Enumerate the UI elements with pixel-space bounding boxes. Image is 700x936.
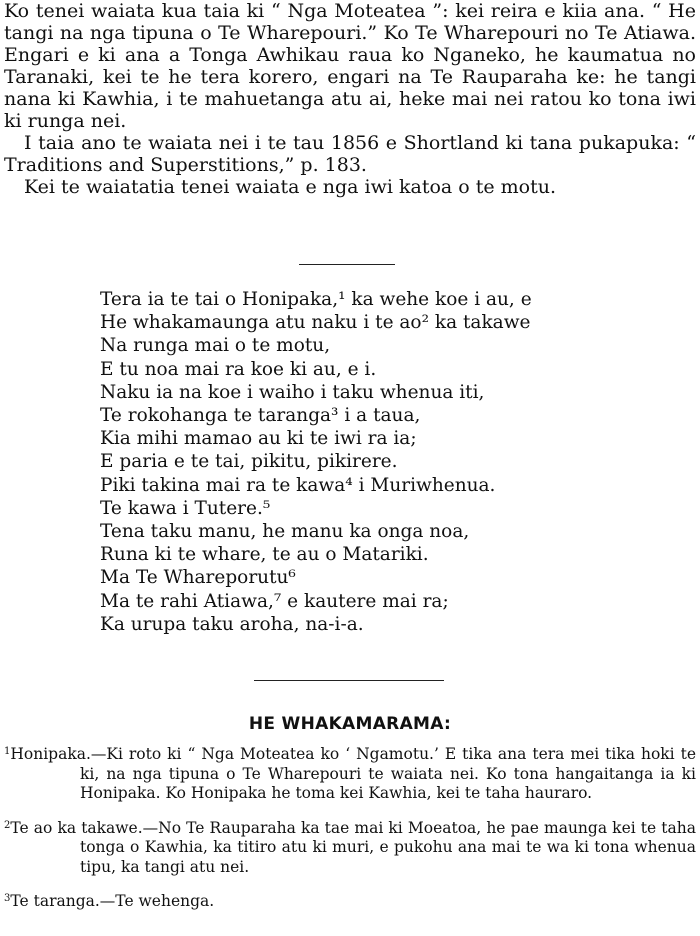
intro-paragraph: I taia ano te waiata nei i te tau 1856 e Shortland ki tana pukapuka: “ Traditions and Superstitions,” p. 183.: [4, 132, 696, 176]
footnote-number: 3: [4, 893, 11, 904]
poem-line: Ka urupa taku aroha, na-i-a.: [100, 613, 364, 635]
footnote-text: Te ao ka takawe.—No Te Rauparaha ka tae mai ki Moeatoa, he pae maunga kei te taha tonga o Kawhia, ka titiro atu ki muri, e pukohu ana mai te wa ki tona whenua tipu, ka tangi atu nei.: [10, 818, 696, 876]
footnote: [4, 742, 696, 804]
poem-line: Ma Te Whareporutu⁶: [100, 567, 296, 589]
poem-line: Te kawa i Tutere.⁵: [100, 497, 271, 519]
poem-line: E paria e te tai, pikitu, pikirere.: [100, 451, 398, 473]
footnotes: [4, 742, 696, 924]
poem-line: Te rokohanga te taranga³ i a taua,: [100, 405, 421, 427]
poem: [100, 288, 660, 636]
footnote-text: Te taranga.—Te wehenga.: [10, 892, 215, 910]
intro-text: [4, 0, 696, 198]
footnote: [4, 889, 696, 912]
intro-paragraph: Kei te waiatatia tenei waiata e nga iwi katoa o te motu.: [24, 176, 557, 198]
footnote-number: 2: [4, 819, 11, 831]
poem-line: Naku ia na koe i waiho i taku whenua iti,: [100, 381, 485, 403]
poem-line: Kia mihi mamao au ki te iwi ra ia;: [100, 428, 417, 450]
poem-line: E tu noa mai ra koe ki au, e i.: [100, 358, 377, 380]
poem-line: Ma te rahi Atiawa,⁷ e kautere mai ra;: [100, 590, 449, 612]
footnote-text: Honipaka.—Ki roto ki “ Nga Moteatea ko ‘ Ngamotu.’ E tika ana tera mei tika hoki te ki, na nga tipuna o Te Wharepouri te waiata nei. Ko tona hangaitanga ia ki Honipaka. Ko Honipaka he toma kei Kawhia, kei te taha hauraro.: [10, 745, 696, 802]
footnote-number: 1: [4, 746, 11, 757]
notes-heading: HE WHAKAMARAMA:: [248, 714, 452, 734]
section-divider: [299, 264, 395, 265]
poem-line: He whakamaunga atu naku i te ao² ka takawe: [100, 312, 531, 334]
poem-line: Na runga mai o te motu,: [100, 335, 331, 357]
poem-line: Tera ia te tai o Honipaka,¹ ka wehe koe i au, e: [100, 289, 532, 310]
intro-paragraph: Ko tenei waiata kua taia ki “ Nga Moteatea ”: kei reira e kiia ana. “ He tangi na nga tipuna o Te Wharepouri.” Ko Te Wharepouri no Te Atiawa. Engari e ki ana a Tonga Awhikau raua ko Nganeko, he kaumatua no Taranaki, kei te he tera korero, engari na Te Rauparaha ke: he tangi nana ki Kawhia, i te mahuetanga atu ai, heke mai nei ratou ko tona iwi ki runga nei.: [4, 0, 696, 132]
footnote: [4, 816, 696, 878]
poem-line: Piki takina mai ra te kawa⁴ i Muriwhenua.: [100, 474, 496, 496]
poem-line: Runa ki te whare, te au o Matariki.: [100, 544, 429, 566]
section-divider: [254, 680, 444, 681]
poem-line: Tena taku manu, he manu ka onga noa,: [100, 521, 470, 543]
